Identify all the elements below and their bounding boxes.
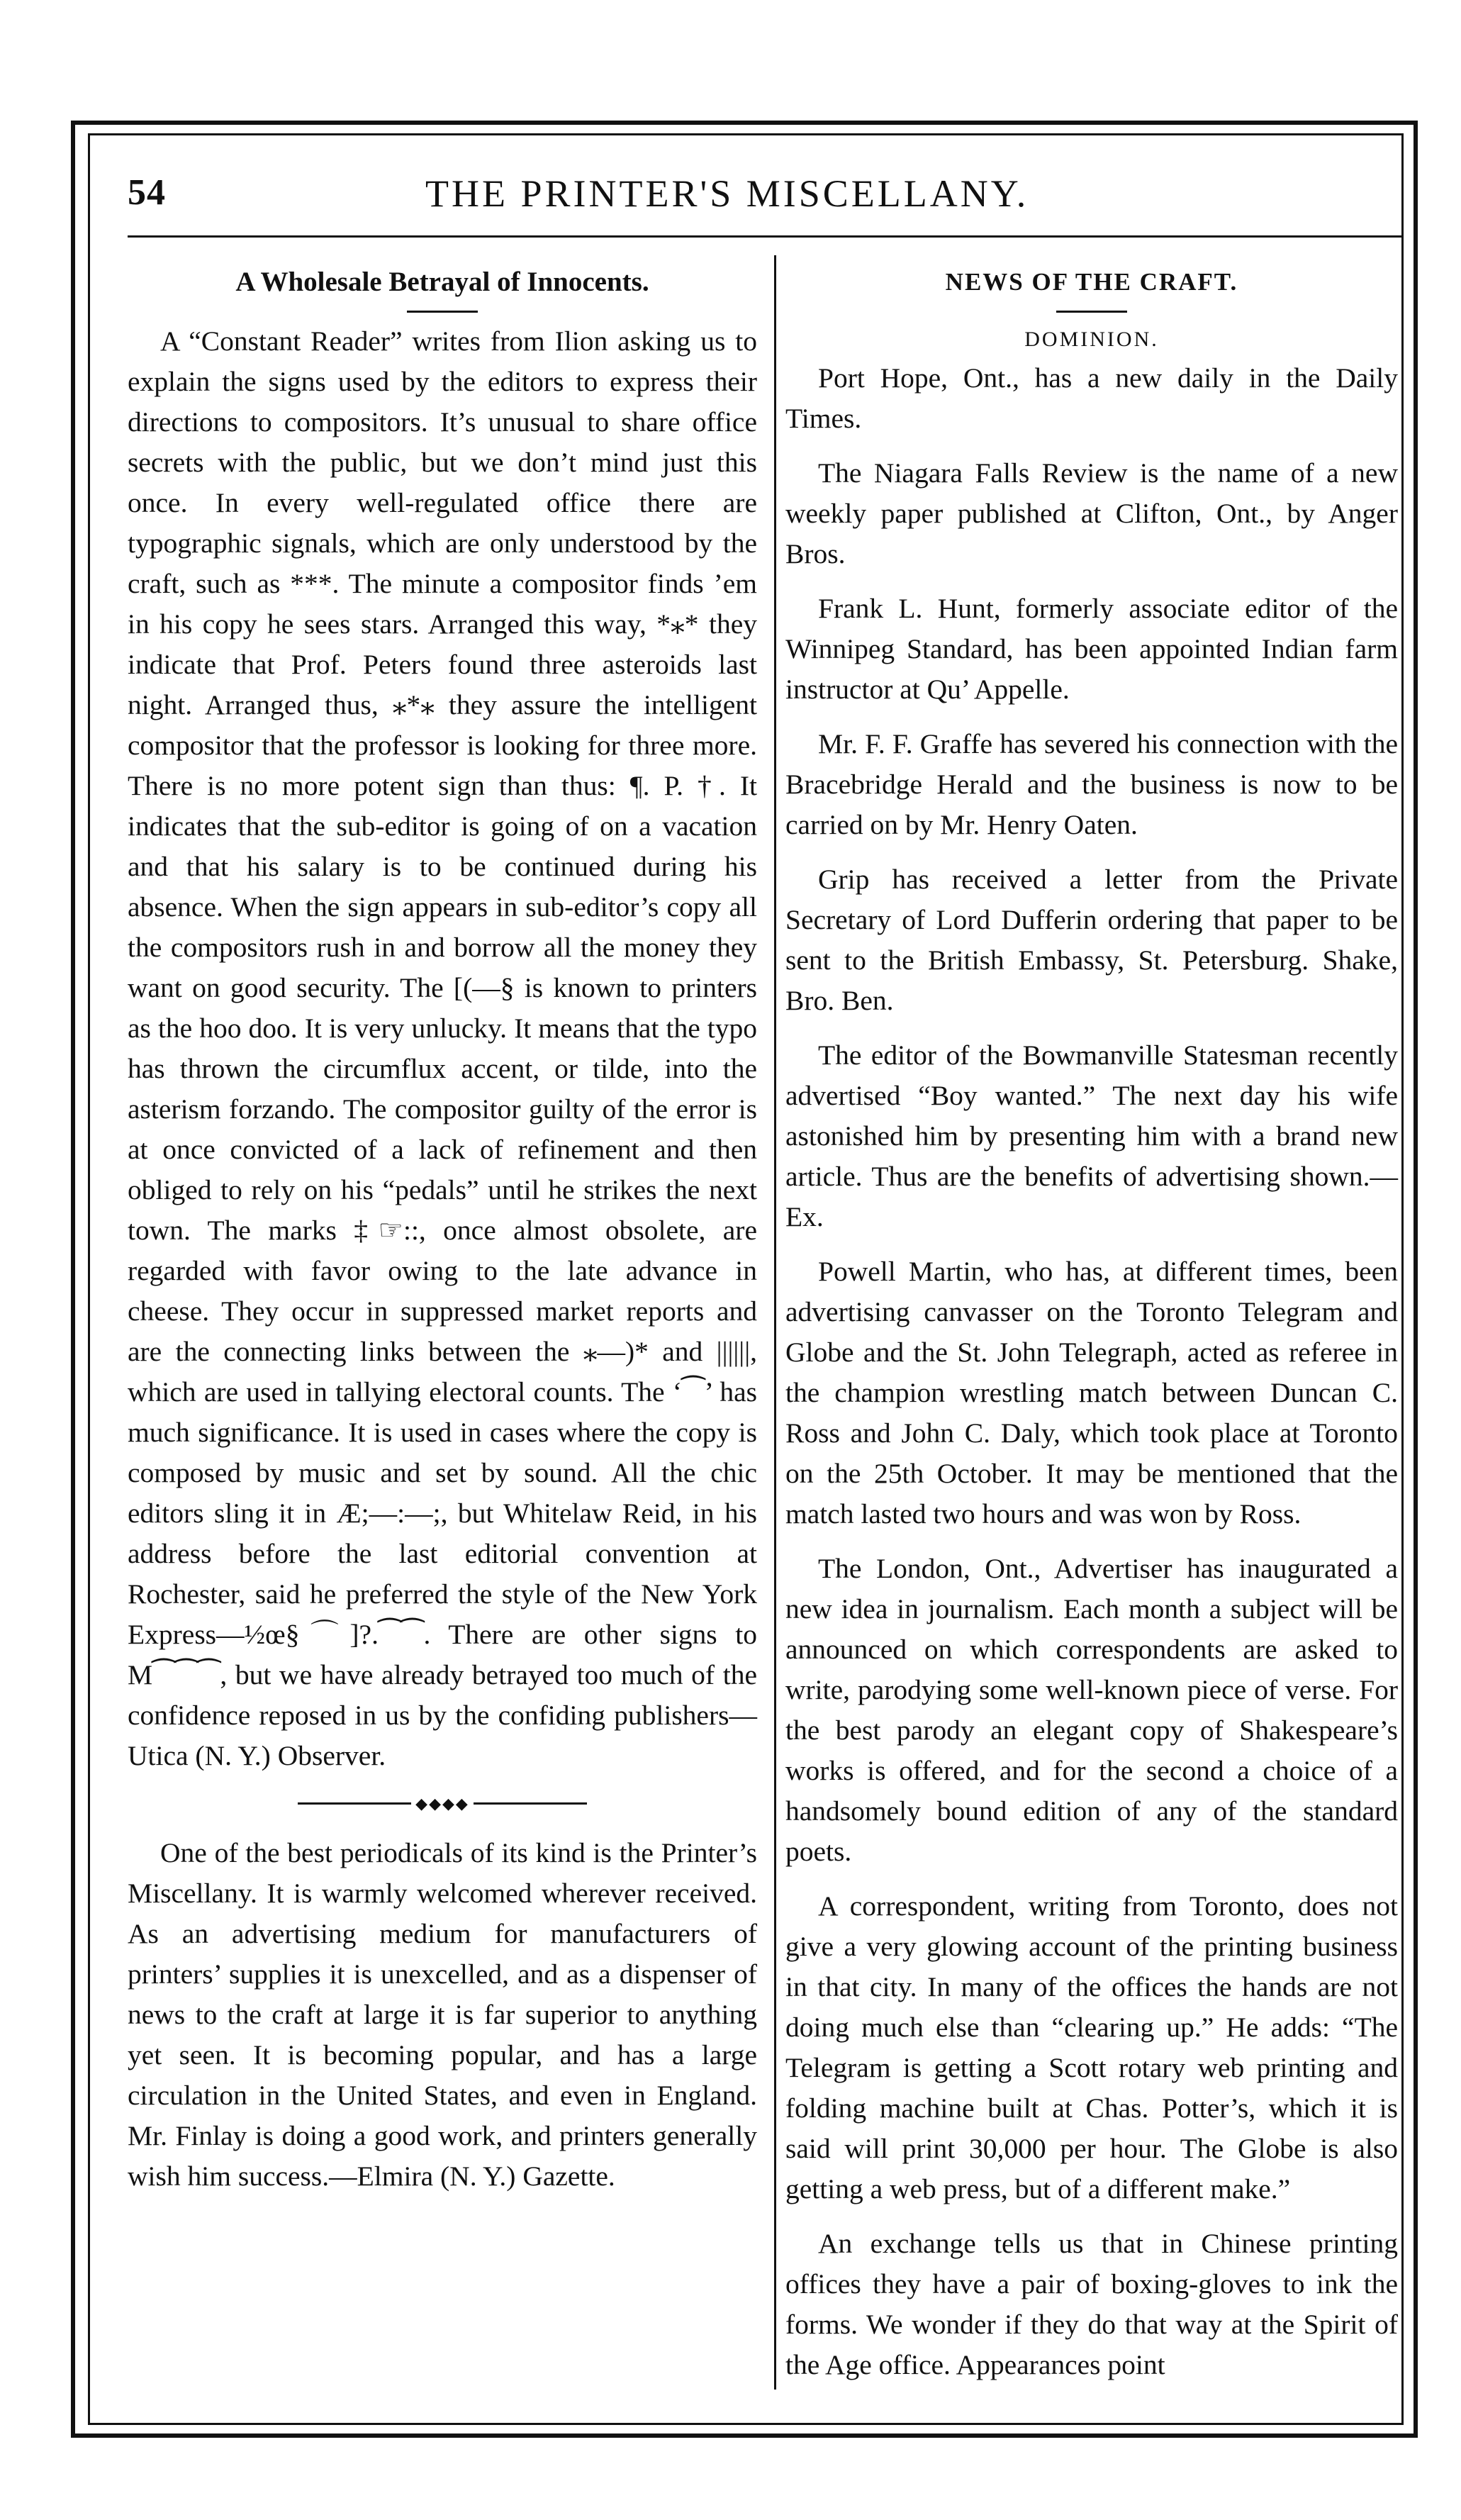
news-item: Powell Martin, who has, at different times, been advertising canvasser on the Toronto Telegram and Globe and the St. John Telegraph, acted as referee in the champion wrestling match between Duncan C. Ross and John C. Daly, which took place at Toronto on the 25th October. It may be mentioned that the match lasted two hours and was won by Ross. (785, 1256, 1398, 1529)
running-title: THE PRINTER'S MISCELLANY. (425, 172, 1029, 215)
news-item: The London, Ont., Advertiser has inaugurated a new idea in journalism. Each month a subject will be announced on which correspondents are asked to write, parodying some well-known piece of verse. For the best parody an elegant copy of Shakespeare’s works is offered, and for the second a choice of a handsomely bound edition of any of the standard poets. (785, 1553, 1398, 1867)
column-divider (774, 255, 776, 2390)
page-header (128, 172, 1361, 228)
gazette-item: One of the best periodicals of its kind is the Printer’s Miscellany. It is warmly welcomed wherever received. As an advertising medium for manufacturers of printers’ supplies it is unexcelled, and as a dispenser of news to the craft at large it is far superior to anything yet seen. It is becoming popular, and has a large circulation in the United States, and even in England. Mr. Finlay is doing a good work, and printers generally wish him success.—Elmira (N. Y.) Gazette. (128, 1837, 757, 2192)
ornament-glyphs: ◆◆◆◆ (415, 1794, 469, 1812)
news-item: Frank L. Hunt, formerly associate editor of the Winnipeg Standard, has been appointed Indian farm instructor at Qu’ Appelle. (785, 593, 1398, 705)
section-ornament (128, 1789, 757, 1817)
article-title: A Wholesale Betrayal of Innocents. (235, 267, 649, 297)
news-item: Mr. F. F. Graffe has severed his connection with the Bracebridge Herald and the business is now to be carried on by Mr. Henry Oaten. (785, 728, 1398, 840)
left-column (128, 262, 757, 2209)
news-item: An exchange tells us that in Chinese printing offices they have a pair of boxing-gloves to ink the forms. We wonder if they do that way at the Spirit of the Age office. Appearances point (785, 2228, 1398, 2380)
page-number: 54 (128, 172, 166, 213)
news-item: Port Hope, Ont., has a new daily in the Daily Times. (785, 362, 1398, 434)
news-section-title: NEWS OF THE CRAFT. (945, 268, 1238, 296)
article-body: A “Constant Reader” writes from Ilion asking us to explain the signs used by the editors to express their directions to compositors. It’s unusual to share office secrets with the public, but we don’t mind just this once. In every well-regulated office there are typographic signals, which are only understood by the craft, such as ***. The minute a compositor finds ’em in his copy he sees stars. Arranged this way, *⁎* they indicate that Prof. Peters found three asteroids last night. Arranged thus, ⁎*⁎ they assure the intelligent compositor that the professor is looking for three more. There is no more potent sign than thus: ¶. P. †. It indicates that the sub-editor is going of on a vacation and that his salary is to be continued during his absence. When the sign appears in sub-editor’s copy all the compositors rush in and borrow all the money they want on good security. The [(—§ is known to printers as the hoo doo. It is very unlucky. It means that the typo has thrown the circumflux accent, or tilde, into the asterism forzando. The compositor guilty of the error is at once convicted of a lack of refinement and then obliged to rely on his “pedals” until he strikes the next town. The marks ‡☞::, once almost obsolete, are regarded with favor owing to the late advance in cheese. They occur in suppressed market reports and are the connecting links between the ⁎—)* and ||||||, which are used in tallying electoral counts. The ‘⁀’ has much significance. It is used in cases where the copy is composed by music and set by sound. All the chic editors sling it in Æ;—:—;, but Whitelaw Reid, in his address before the last editorial convention at Rochester, said he preferred the style of the New York Express—½œ§⌒]?.⁀⁀. There are other signs to M⁀⁀⁀, but we have already betrayed too much of the confidence reposed in us by the confiding publishers—Utica (N. Y.) Observer. (128, 325, 757, 1771)
news-item: A correspondent, writing from Toronto, does not give a very glowing account of the printing business in that city. In many of the offices the hands are not doing much else than “clearing up.” He adds: “The Telegram is getting a Scott rotary web printing and folding machine built at Chas. Potter’s, which it is said will print 30,000 per hour. The Globe is also getting a web press, but of a different make.” (785, 1890, 1398, 2204)
ornament-line-right (474, 1802, 587, 1805)
news-item: The editor of the Bowmanville Statesman recently advertised “Boy wanted.” The next day his wife astonished him by presenting him with a brand new article. Thus are the benefits of advertising shown.—Ex. (785, 1039, 1398, 1232)
header-rule (128, 235, 1404, 238)
news-item: The Niagara Falls Review is the name of a new weekly paper published at Clifton, Ont., by Anger Bros. (785, 457, 1398, 569)
news-subhead: DOMINION. (1024, 328, 1159, 351)
right-column (785, 262, 1398, 2399)
news-title-rule (1056, 311, 1127, 313)
title-rule (407, 311, 478, 313)
news-item: Grip has received a letter from the Private Secretary of Lord Dufferin ordering that paper to be sent to the British Embassy, St. Petersburg. Shake, Bro. Ben. (785, 864, 1398, 1016)
ornament-line-left (298, 1802, 411, 1805)
